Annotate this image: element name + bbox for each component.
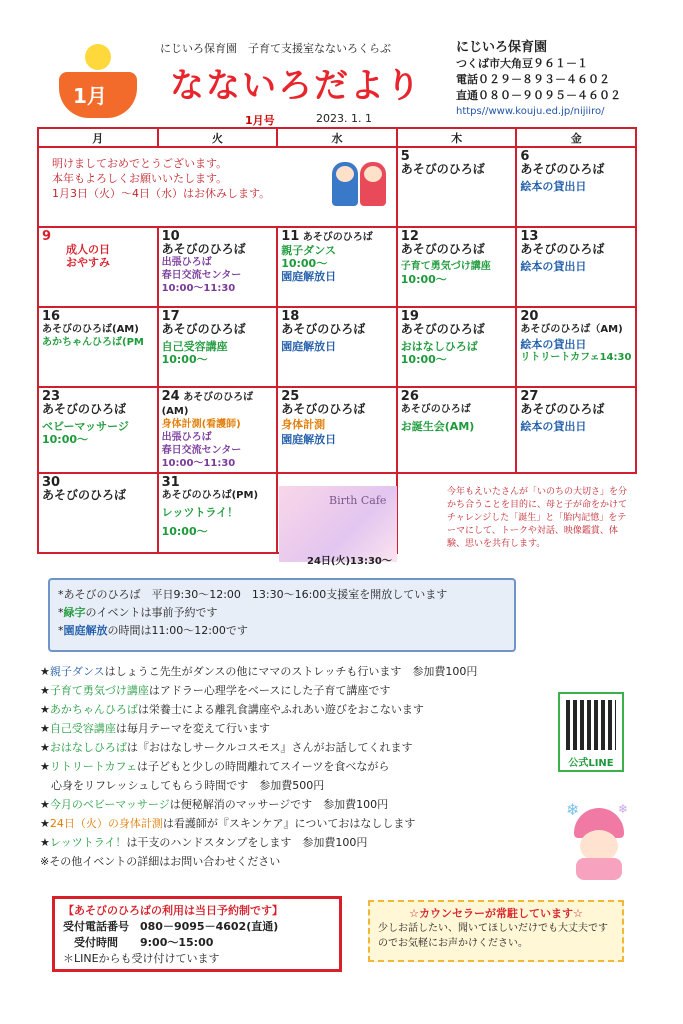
event-label: あそびのひろば — [520, 242, 605, 256]
day-header: 水 — [277, 128, 397, 147]
day-number: 9 — [42, 229, 52, 244]
event-label: 園庭解放日 — [281, 433, 337, 446]
day-cell — [158, 473, 278, 553]
info-text: の時間は11:00～12:00です — [107, 624, 248, 637]
event-label: 絵本の貸出日 — [520, 420, 587, 433]
event-time: 10:00～11:30 — [161, 283, 236, 294]
day-cell — [277, 307, 397, 387]
event-label: 絵本の貸出日 — [520, 338, 587, 351]
event-label: 絵本の貸出日 — [520, 180, 587, 193]
info-line — [58, 604, 506, 622]
cafe-description: 今年もえいたさんが「いのちの大切さ」を分かち合うことを目的に、母と子が命をかけてチャレンジした「誕生」と「胎内記憶」をテーマにして、トークや対話、映像鑑賞、体験、思いを共有します。 — [447, 487, 628, 549]
newsletter-title: なないろだより — [170, 66, 422, 106]
day-number: 17 — [161, 309, 180, 324]
day-number: 25 — [281, 389, 300, 404]
event-label: あそびのひろば — [281, 322, 366, 336]
day-cell — [38, 307, 158, 387]
counselor-title: ☆カウンセラーが常駐しています☆ — [409, 907, 583, 920]
day-cell — [277, 227, 397, 307]
day-number: 23 — [42, 389, 61, 404]
day-header: 金 — [516, 128, 636, 147]
reservation-tel: 受付電話番号 080－9095－4602(直通) — [63, 920, 279, 933]
counselor-text: 少しお話したい、聞いてほしいだけでも大丈夫ですのでお気軽にお声かけください。 — [378, 923, 608, 949]
event-label: 園庭解放日 — [281, 270, 337, 283]
event-label: あかちゃんひろば(PM — [42, 337, 144, 348]
event-label: あそびのひろば（AM) — [520, 324, 623, 335]
event-label: 自己受容講座 — [161, 340, 228, 353]
day-number: 19 — [400, 309, 419, 324]
line-qr-code[interactable] — [558, 692, 624, 772]
calendar-week-row — [38, 147, 636, 227]
event-label: 出張ひろば — [161, 432, 212, 443]
event-label: あそびのひろば — [42, 488, 127, 502]
reservation-title: 【あそびのひろばの利用は当日予約制です】 — [63, 904, 283, 917]
event-time: 10:00～ — [400, 353, 447, 366]
day-cell — [397, 387, 517, 473]
contact-name: にじいろ保育園 — [456, 40, 548, 55]
event-time: 10:00～ — [161, 525, 208, 538]
day-cell — [397, 307, 517, 387]
chick-icon — [85, 44, 111, 70]
event-label: あそびのひろば — [161, 242, 246, 256]
event-label: あそびのひろば — [161, 322, 246, 336]
notes-list — [40, 662, 620, 871]
cafe-title: Birth Cafe — [329, 494, 387, 507]
note-item: ★親子ダンスはしょうこ先生がダンスの他にママのストレッチも行います 参加費100円 — [40, 665, 478, 678]
day-header: 月 — [38, 128, 158, 147]
event-label: あそびのひろば(PM) — [161, 490, 259, 501]
calendar-week-row — [38, 227, 636, 307]
event-label: 春日交流センター — [161, 445, 242, 456]
reservation-time: 受付時間 9:00～15:00 — [63, 936, 214, 949]
winter-girl-icon: ❄ ❄ — [566, 800, 632, 880]
event-label: あそびのひろば(AM) — [42, 324, 139, 335]
info-box — [48, 578, 516, 652]
info-bullet: * — [58, 624, 64, 637]
day-cell — [516, 307, 636, 387]
note-item: ★24日（火）の身体計測は看護師が『スキンケア』についておはなしします — [40, 817, 416, 830]
newyear-line: 明けましておめでとうございます。 — [52, 157, 228, 170]
reservation-box — [52, 896, 342, 972]
event-label: あそびのひろば — [400, 404, 471, 415]
event-label: あそびのひろば — [400, 162, 485, 176]
event-label: 出張ひろば — [161, 257, 212, 268]
note-item: ★リトリートカフェは子どもと少しの時間離れてスイーツを食べながら — [40, 760, 390, 773]
cafe-date: 24日(火)13:30～ — [307, 556, 392, 567]
holiday-label: おやすみ — [66, 256, 110, 269]
day-number: 18 — [281, 309, 300, 324]
event-label: あそびのひろば — [520, 402, 605, 416]
contact-direct: 直通０８０－９０９５－４６０２ — [456, 89, 621, 102]
day-number: 27 — [520, 389, 539, 404]
contact-address: つくば市大角豆９６１－１ — [456, 57, 588, 70]
day-number: 13 — [520, 229, 539, 244]
note-item: ★おはなしひろばは『おはなしサークルコスモス』さんがお話してくれます — [40, 741, 413, 754]
contact-block — [456, 40, 621, 120]
event-time: 10:00～ — [42, 433, 89, 446]
event-time: 10:00～ — [281, 257, 328, 270]
day-header: 木 — [397, 128, 517, 147]
counselor-box — [368, 900, 624, 962]
org-line: にじいろ保育園 子育て支援室なないろくらぶ — [160, 42, 391, 55]
calendar-week-row — [38, 387, 636, 473]
newyear-line: 1月3日（火）～4日（水）はお休みします。 — [52, 187, 271, 200]
qr-label: 公式LINE — [568, 758, 614, 769]
event-label: 子育て勇気づけ講座 — [400, 261, 491, 272]
day-cell — [397, 147, 517, 227]
day-cell — [38, 387, 158, 473]
day-number: 10 — [161, 229, 180, 244]
newyear-cell — [38, 147, 397, 227]
issue-date: 2023. 1. 1 — [316, 112, 372, 125]
event-label: あそびのひろば — [281, 402, 366, 416]
day-cell — [277, 387, 397, 473]
day-number: 24 — [161, 389, 180, 404]
day-number: 6 — [520, 149, 530, 164]
event-label: レッツトライ！ — [161, 506, 239, 519]
info-line — [58, 622, 506, 640]
event-label: あそびのひろば — [400, 322, 485, 336]
day-header: 火 — [158, 128, 278, 147]
day-number: 5 — [400, 149, 410, 164]
kids-illustration-icon — [332, 162, 388, 208]
note-item: ★レッツトライ！は干支のハンドスタンプをします 参加費100円 — [40, 836, 368, 849]
note-item: ★子育て勇気づけ講座はアドラー心理学をベースにした子育て講座です — [40, 684, 391, 697]
day-cell — [516, 147, 636, 227]
note-item: ★あかちゃんひろばは栄養士による離乳食講座やふれあい遊びをおこないます — [40, 703, 424, 716]
calendar-week-row — [38, 307, 636, 387]
birth-cafe-image — [279, 486, 397, 567]
day-cell — [516, 227, 636, 307]
event-label: あそびのひろば — [400, 242, 485, 256]
event-label: 親子ダンス — [281, 244, 336, 257]
reservation-line: ＊LINEからも受け付けています — [63, 952, 220, 965]
event-label: おはなしひろば — [400, 340, 478, 353]
month-badge — [55, 42, 143, 120]
day-cell — [397, 227, 517, 307]
note-item: ★自己受容講座は毎月テーマを変えて行います — [40, 722, 270, 735]
event-label: あそびのひろば(AM) — [161, 392, 254, 417]
event-label: あそびのひろば — [520, 162, 605, 176]
event-time: 10:00～ — [400, 273, 447, 286]
calendar-header-row — [38, 128, 636, 147]
newyear-line: 本年もよろしくお願いいたします。 — [52, 172, 228, 185]
day-cell — [38, 227, 158, 307]
info-highlight: 園庭解放 — [63, 624, 108, 637]
event-label: 身体計測 — [281, 418, 326, 431]
day-number: 12 — [400, 229, 419, 244]
day-number: 11 — [281, 229, 300, 244]
month-badge-label: 1月 — [73, 84, 107, 108]
event-label: あそびのひろば — [302, 232, 373, 243]
contact-tel: 電話０２９－８９３－４６０２ — [456, 73, 610, 86]
note-item: ※その他イベントの詳細はお問い合わせください — [40, 855, 281, 868]
event-label: 園庭解放日 — [281, 340, 337, 353]
holiday-label: 成人の日 — [66, 243, 110, 256]
note-item: ★今月のベビーマッサージは便秘解消のマッサージです 参加費100円 — [40, 798, 389, 811]
day-number: 30 — [42, 475, 61, 490]
event-label: あそびのひろば — [42, 402, 127, 416]
day-number: 16 — [42, 309, 61, 324]
info-highlight: 緑字 — [63, 606, 86, 619]
day-number: 26 — [400, 389, 419, 404]
qr-code-icon — [566, 700, 616, 750]
event-time: 10:00～ — [161, 353, 208, 366]
day-cell — [158, 387, 278, 473]
day-cell — [516, 387, 636, 473]
day-cell — [158, 307, 278, 387]
day-cell — [158, 227, 278, 307]
info-text: のイベントは事前予約です — [85, 606, 218, 619]
event-time: 10:00～11:30 — [161, 458, 236, 469]
issue-label: 1月号 — [245, 114, 275, 127]
event-label: リトリートカフェ14:30 — [520, 352, 632, 363]
note-item: 心身をリフレッシュしてもらう時間です 参加費500円 — [40, 779, 325, 792]
info-line: *あそびのひろば 平日9:30～12:00 13:30～16:00支援室を開放しています — [58, 588, 448, 601]
event-label: ベビーマッサージ — [42, 420, 129, 433]
info-bullet: * — [58, 606, 64, 619]
event-label: 身体計測(看護師) — [161, 419, 241, 430]
contact-url[interactable]: https//www.kouju.ed.jp/nijiiro/ — [456, 106, 605, 117]
day-number: 31 — [161, 475, 180, 490]
event-label: 絵本の貸出日 — [520, 260, 587, 273]
day-cell — [38, 473, 158, 553]
event-label: お誕生会(AM) — [400, 420, 475, 433]
day-number: 20 — [520, 309, 539, 324]
event-label: 春日交流センター — [161, 270, 242, 281]
